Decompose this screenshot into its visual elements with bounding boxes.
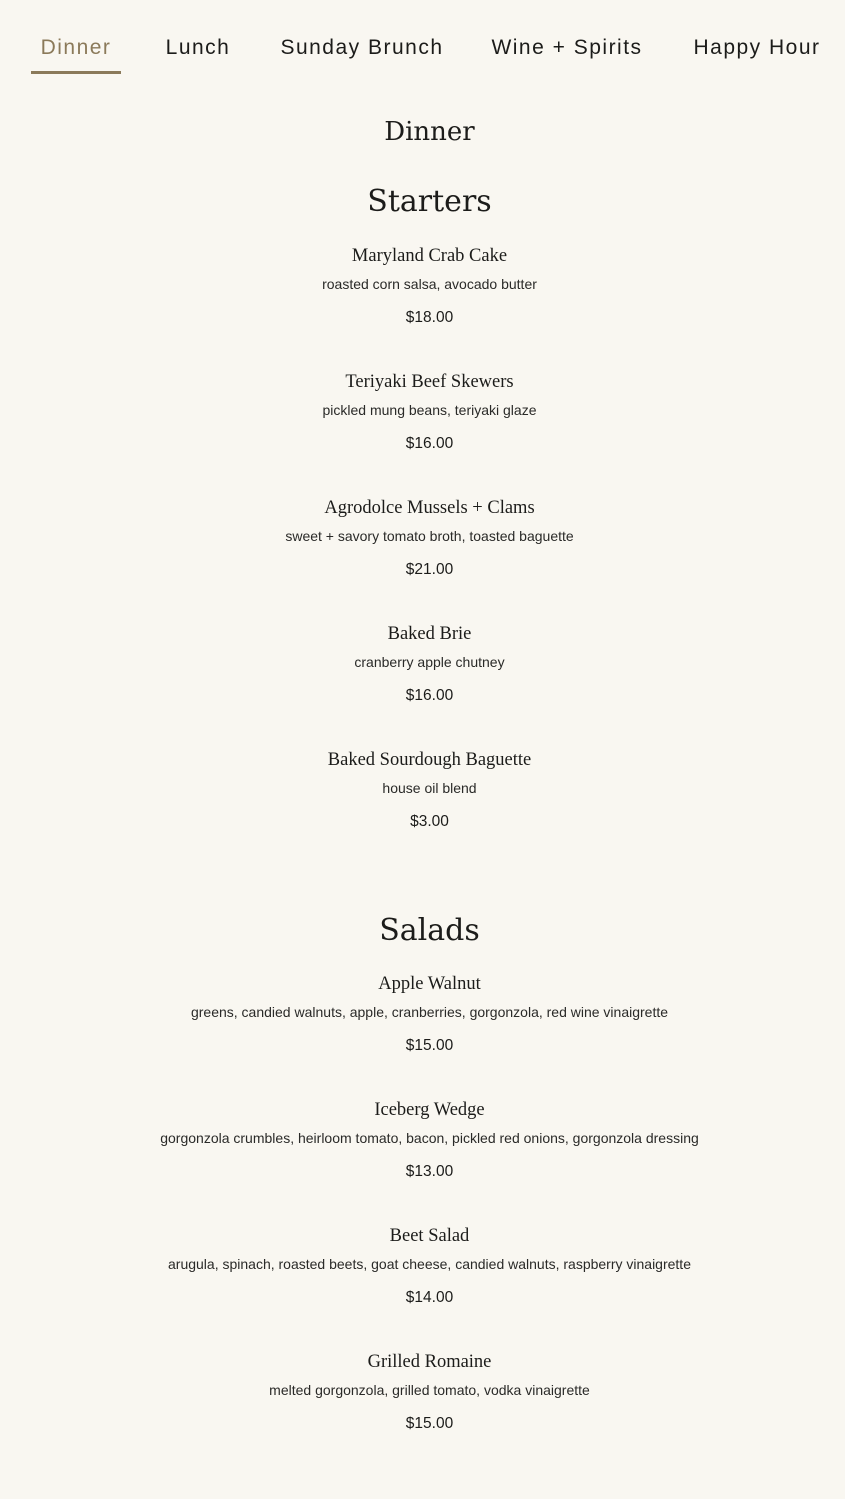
item-description: arugula, spinach, roasted beets, goat cheese, candied walnuts, raspberry vinaigrette xyxy=(168,1256,691,1272)
item-price: $13.00 xyxy=(405,1163,454,1180)
item-description: gorgonzola crumbles, heirloom tomato, bacon, pickled red onions, gorgonzola dressing xyxy=(160,1130,699,1146)
item-price: $16.00 xyxy=(405,435,454,452)
item-description: greens, candied walnuts, apple, cranberries, gorgonzola, red wine vinaigrette xyxy=(190,1004,669,1020)
item-description: cranberry apple chutney xyxy=(354,654,505,670)
menu-item xyxy=(7,748,845,874)
item-name: Baked Sourdough Baguette xyxy=(327,750,532,770)
item-description: house oil blend xyxy=(382,780,477,796)
menu-item xyxy=(7,370,845,496)
menu-tabs xyxy=(0,0,845,80)
section-title: Starters xyxy=(367,184,492,219)
item-name: Maryland Crab Cake xyxy=(351,246,508,266)
item-price: $16.00 xyxy=(405,687,454,704)
tab-lunch[interactable]: Lunch xyxy=(165,36,231,59)
menu-item xyxy=(7,496,845,622)
menu-content xyxy=(0,108,845,1476)
item-price: $15.00 xyxy=(405,1415,454,1432)
item-price: $3.00 xyxy=(410,813,449,830)
item-price: $14.00 xyxy=(405,1289,454,1306)
item-description: roasted corn salsa, avocado butter xyxy=(322,276,537,292)
menu-item xyxy=(7,1224,845,1350)
menu-item xyxy=(7,244,845,370)
item-name: Baked Brie xyxy=(387,624,472,644)
item-name: Agrodolce Mussels + Clams xyxy=(324,498,535,518)
item-description: melted gorgonzola, grilled tomato, vodka vinaigrette xyxy=(269,1382,590,1398)
tab-dinner[interactable]: Dinner xyxy=(31,32,121,74)
item-name: Teriyaki Beef Skewers xyxy=(345,372,514,392)
item-price: $15.00 xyxy=(405,1037,454,1054)
menu-item xyxy=(7,1098,845,1224)
item-description: sweet + savory tomato broth, toasted baguette xyxy=(285,528,574,544)
menu-item xyxy=(7,972,845,1098)
item-name: Grilled Romaine xyxy=(367,1352,492,1372)
item-name: Apple Walnut xyxy=(378,974,481,994)
tab-sunday-brunch[interactable]: Sunday Brunch xyxy=(280,36,444,59)
item-name: Beet Salad xyxy=(389,1226,470,1246)
section-title: Salads xyxy=(379,913,480,948)
section-salads xyxy=(7,906,845,1476)
tab-happy-hour[interactable]: Happy Hour xyxy=(693,36,821,59)
menu-item xyxy=(7,622,845,748)
menu-item xyxy=(7,1350,845,1476)
item-name: Iceberg Wedge xyxy=(374,1100,485,1120)
item-price: $21.00 xyxy=(405,561,454,578)
item-price: $18.00 xyxy=(405,309,454,326)
menu-title: Dinner xyxy=(384,117,475,147)
tab-wine-spirits[interactable]: Wine + Spirits xyxy=(491,36,643,59)
section-starters xyxy=(7,177,845,874)
item-description: pickled mung beans, teriyaki glaze xyxy=(322,402,537,418)
